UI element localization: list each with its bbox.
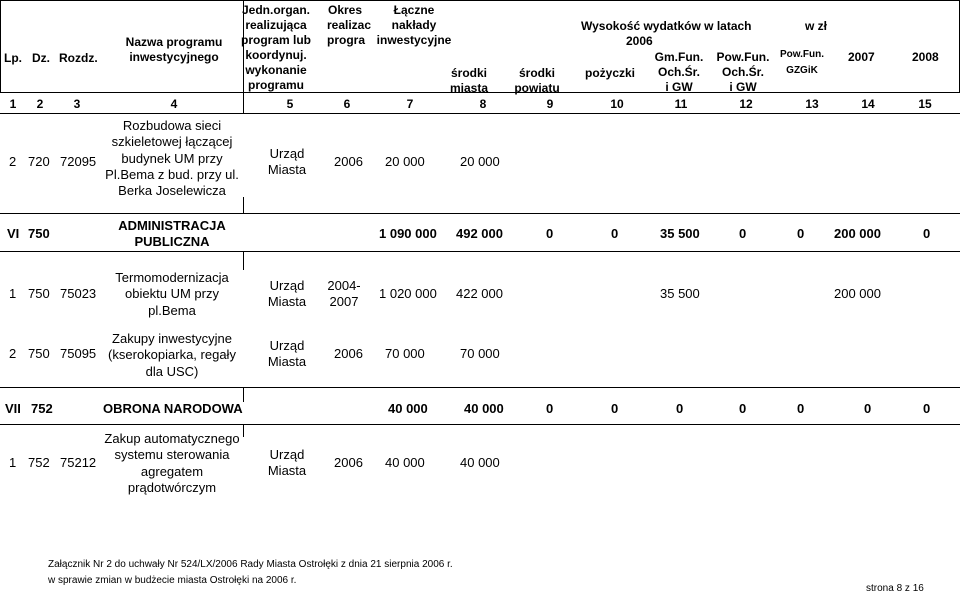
cell-2007: 200 000	[834, 226, 881, 241]
col-number: 5	[286, 97, 294, 111]
cell-2008: 0	[923, 226, 931, 241]
cell-nazwa: OBRONA NARODOWA	[103, 401, 243, 416]
col-number: 13	[805, 97, 819, 111]
cell-rozdz: 75095	[60, 346, 97, 361]
cell-laczne: 1 090 000	[379, 226, 437, 241]
cell-nazwa: Zakup automatycznego systemu sterowania agregatem prądotwórczym	[104, 431, 240, 495]
col-gzgik-header-1: Pow.Fun.	[779, 49, 825, 60]
cell-powfun: 0	[739, 401, 747, 416]
col-jedn-header-6: programu	[247, 78, 305, 92]
cell-laczne: 1 020 000	[379, 286, 437, 301]
cell-dz: 750	[28, 226, 50, 241]
year-2006-header: 2006	[626, 34, 653, 48]
cell-srodki-miasta: 70 000	[460, 346, 500, 361]
col-number: 12	[739, 97, 753, 111]
cell-gmfun: 35 500	[660, 286, 700, 301]
col-nazwa-header-1: Nazwa programu	[125, 35, 223, 49]
col-number: 9	[546, 97, 554, 111]
cell-2008: 0	[923, 401, 931, 416]
cell-srodki-powiatu: 0	[546, 226, 554, 241]
cell-okres: 2006	[334, 346, 363, 361]
cell-laczne: 70 000	[385, 346, 425, 361]
cell-pozyczki: 0	[611, 401, 619, 416]
col-nazwa-header-2: inwestycyjnego	[129, 50, 219, 64]
cell-okres: 2006	[334, 455, 363, 470]
col-number: 8	[479, 97, 487, 111]
col-okres-header-3: progra	[327, 33, 366, 47]
col-laczne-header-2: nakłady	[391, 18, 437, 32]
cell-dz: 720	[28, 154, 50, 169]
cell-srodki-miasta: 492 000	[456, 226, 503, 241]
wysokosc-header: Wysokość wydatków w latach	[581, 19, 752, 33]
col-number: 11	[674, 97, 688, 111]
cell-2007: 200 000	[834, 286, 881, 301]
col-dz-header: Dz.	[32, 51, 50, 65]
col-number: 3	[73, 97, 81, 111]
col-pozyczki-header: pożyczki	[584, 66, 636, 80]
col-number: 15	[918, 97, 932, 111]
cell-srodki-miasta: 20 000	[460, 154, 500, 169]
footer-resolution-line: Załącznik Nr 2 do uchwały Nr 524/LX/2006 Rady Miasta Ostrołęki z dnia 21 sierpnia 2006 r.	[48, 559, 453, 570]
cell-nazwa: Rozbudowa sieci szkieletowej łączącej budynek UM przy Pl.Bema z bud. przy ul. Berka Joselewicza	[105, 118, 239, 198]
col-number: 14	[861, 97, 875, 111]
col-laczne-header-1: Łączne	[393, 3, 435, 17]
cell-srodki-powiatu: 0	[546, 401, 554, 416]
col-number: 6	[343, 97, 351, 111]
cell-okres: 2004- 2007	[327, 278, 361, 310]
col-srodki-powiatu-header-2: powiatu	[514, 81, 560, 95]
col-rozdz-header: Rozdz.	[59, 51, 98, 65]
col-powfun-header-3: i GW	[729, 80, 757, 94]
cell-nazwa: Zakupy inwestycyjne (kserokopiarka, regały dla USC)	[108, 331, 236, 379]
cell-lp: 2	[9, 154, 17, 169]
cell-srodki-miasta: 40 000	[464, 401, 504, 416]
col-okres-header-1: Okres	[327, 3, 363, 17]
col-gzgik-header-2: GZGiK	[786, 65, 818, 76]
cell-lp: 2	[9, 346, 17, 361]
col-srodki-miasta-header-1: środki	[450, 66, 488, 80]
cell-srodki-miasta: 40 000	[460, 455, 500, 470]
col-number: 1	[9, 97, 17, 111]
col-jedn-header-1: Jedn.organ.	[241, 3, 311, 17]
cell-gmfun: 35 500	[660, 226, 700, 241]
unit-label: w zł	[805, 19, 828, 33]
cell-jedn: Urząd Miasta	[267, 278, 307, 310]
col-number: 10	[610, 97, 624, 111]
cell-pozyczki: 0	[611, 226, 619, 241]
cell-jedn: Urząd Miasta	[267, 338, 307, 370]
col-number: 7	[406, 97, 414, 111]
cell-jedn: Urząd Miasta	[267, 447, 307, 479]
cell-powfun: 0	[739, 226, 747, 241]
cell-laczne: 20 000	[385, 154, 425, 169]
cell-2007: 0	[864, 401, 872, 416]
col-jedn-header-3: program lub	[240, 33, 312, 47]
col-lp-header: Lp.	[4, 51, 22, 65]
cell-nazwa: ADMINISTRACJA PUBLICZNA	[118, 218, 226, 250]
cell-rozdz: 75023	[60, 286, 97, 301]
col-number: 4	[170, 97, 178, 111]
year-2008-header: 2008	[912, 50, 939, 64]
col-okres-header-2: realizac	[327, 18, 372, 32]
cell-dz: 750	[28, 286, 50, 301]
cell-gzgik: 0	[797, 226, 805, 241]
cell-okres: 2006	[334, 154, 363, 169]
cell-lp: 1	[9, 455, 17, 470]
cell-dz: 750	[28, 346, 50, 361]
cell-laczne: 40 000	[388, 401, 428, 416]
col-laczne-header-3: inwestycyjne	[376, 33, 452, 47]
col-powfun-header-1: Pow.Fun.	[716, 50, 770, 64]
year-2007-header: 2007	[848, 50, 875, 64]
col-gmfun-header-1: Gm.Fun.	[654, 50, 704, 64]
col-jedn-header-2: realizująca	[245, 18, 307, 32]
col-srodki-powiatu-header-1: środki	[518, 66, 556, 80]
col-gmfun-header-2: Och.Śr.	[657, 65, 701, 79]
cell-dz: 752	[31, 401, 53, 416]
col-jedn-header-4: koordynuj.	[245, 48, 307, 62]
cell-dz: 752	[28, 455, 50, 470]
col-srodki-miasta-header-2: miasta	[449, 81, 489, 95]
cell-srodki-miasta: 422 000	[456, 286, 503, 301]
cell-laczne: 40 000	[385, 455, 425, 470]
cell-jedn: Urząd Miasta	[267, 146, 307, 178]
cell-lp: VI	[7, 226, 20, 241]
cell-lp: 1	[9, 286, 17, 301]
cell-rozdz: 72095	[60, 154, 97, 169]
cell-lp: VII	[5, 401, 21, 416]
cell-gmfun: 0	[676, 401, 684, 416]
cell-rozdz: 75212	[60, 455, 97, 470]
cell-nazwa: Termomodernizacja obiektu UM przy pl.Bema	[115, 270, 229, 318]
page-number: strona 8 z 16	[866, 583, 924, 594]
col-number: 2	[36, 97, 44, 111]
footer-subject-line: w sprawie zmian w budżecie miasta Ostrołęki na 2006 r.	[48, 575, 297, 586]
col-gmfun-header-3: i GW	[665, 80, 693, 94]
cell-gzgik: 0	[797, 401, 805, 416]
col-jedn-header-5: wykonanie	[245, 63, 307, 77]
col-powfun-header-2: Och.Śr.	[721, 65, 765, 79]
